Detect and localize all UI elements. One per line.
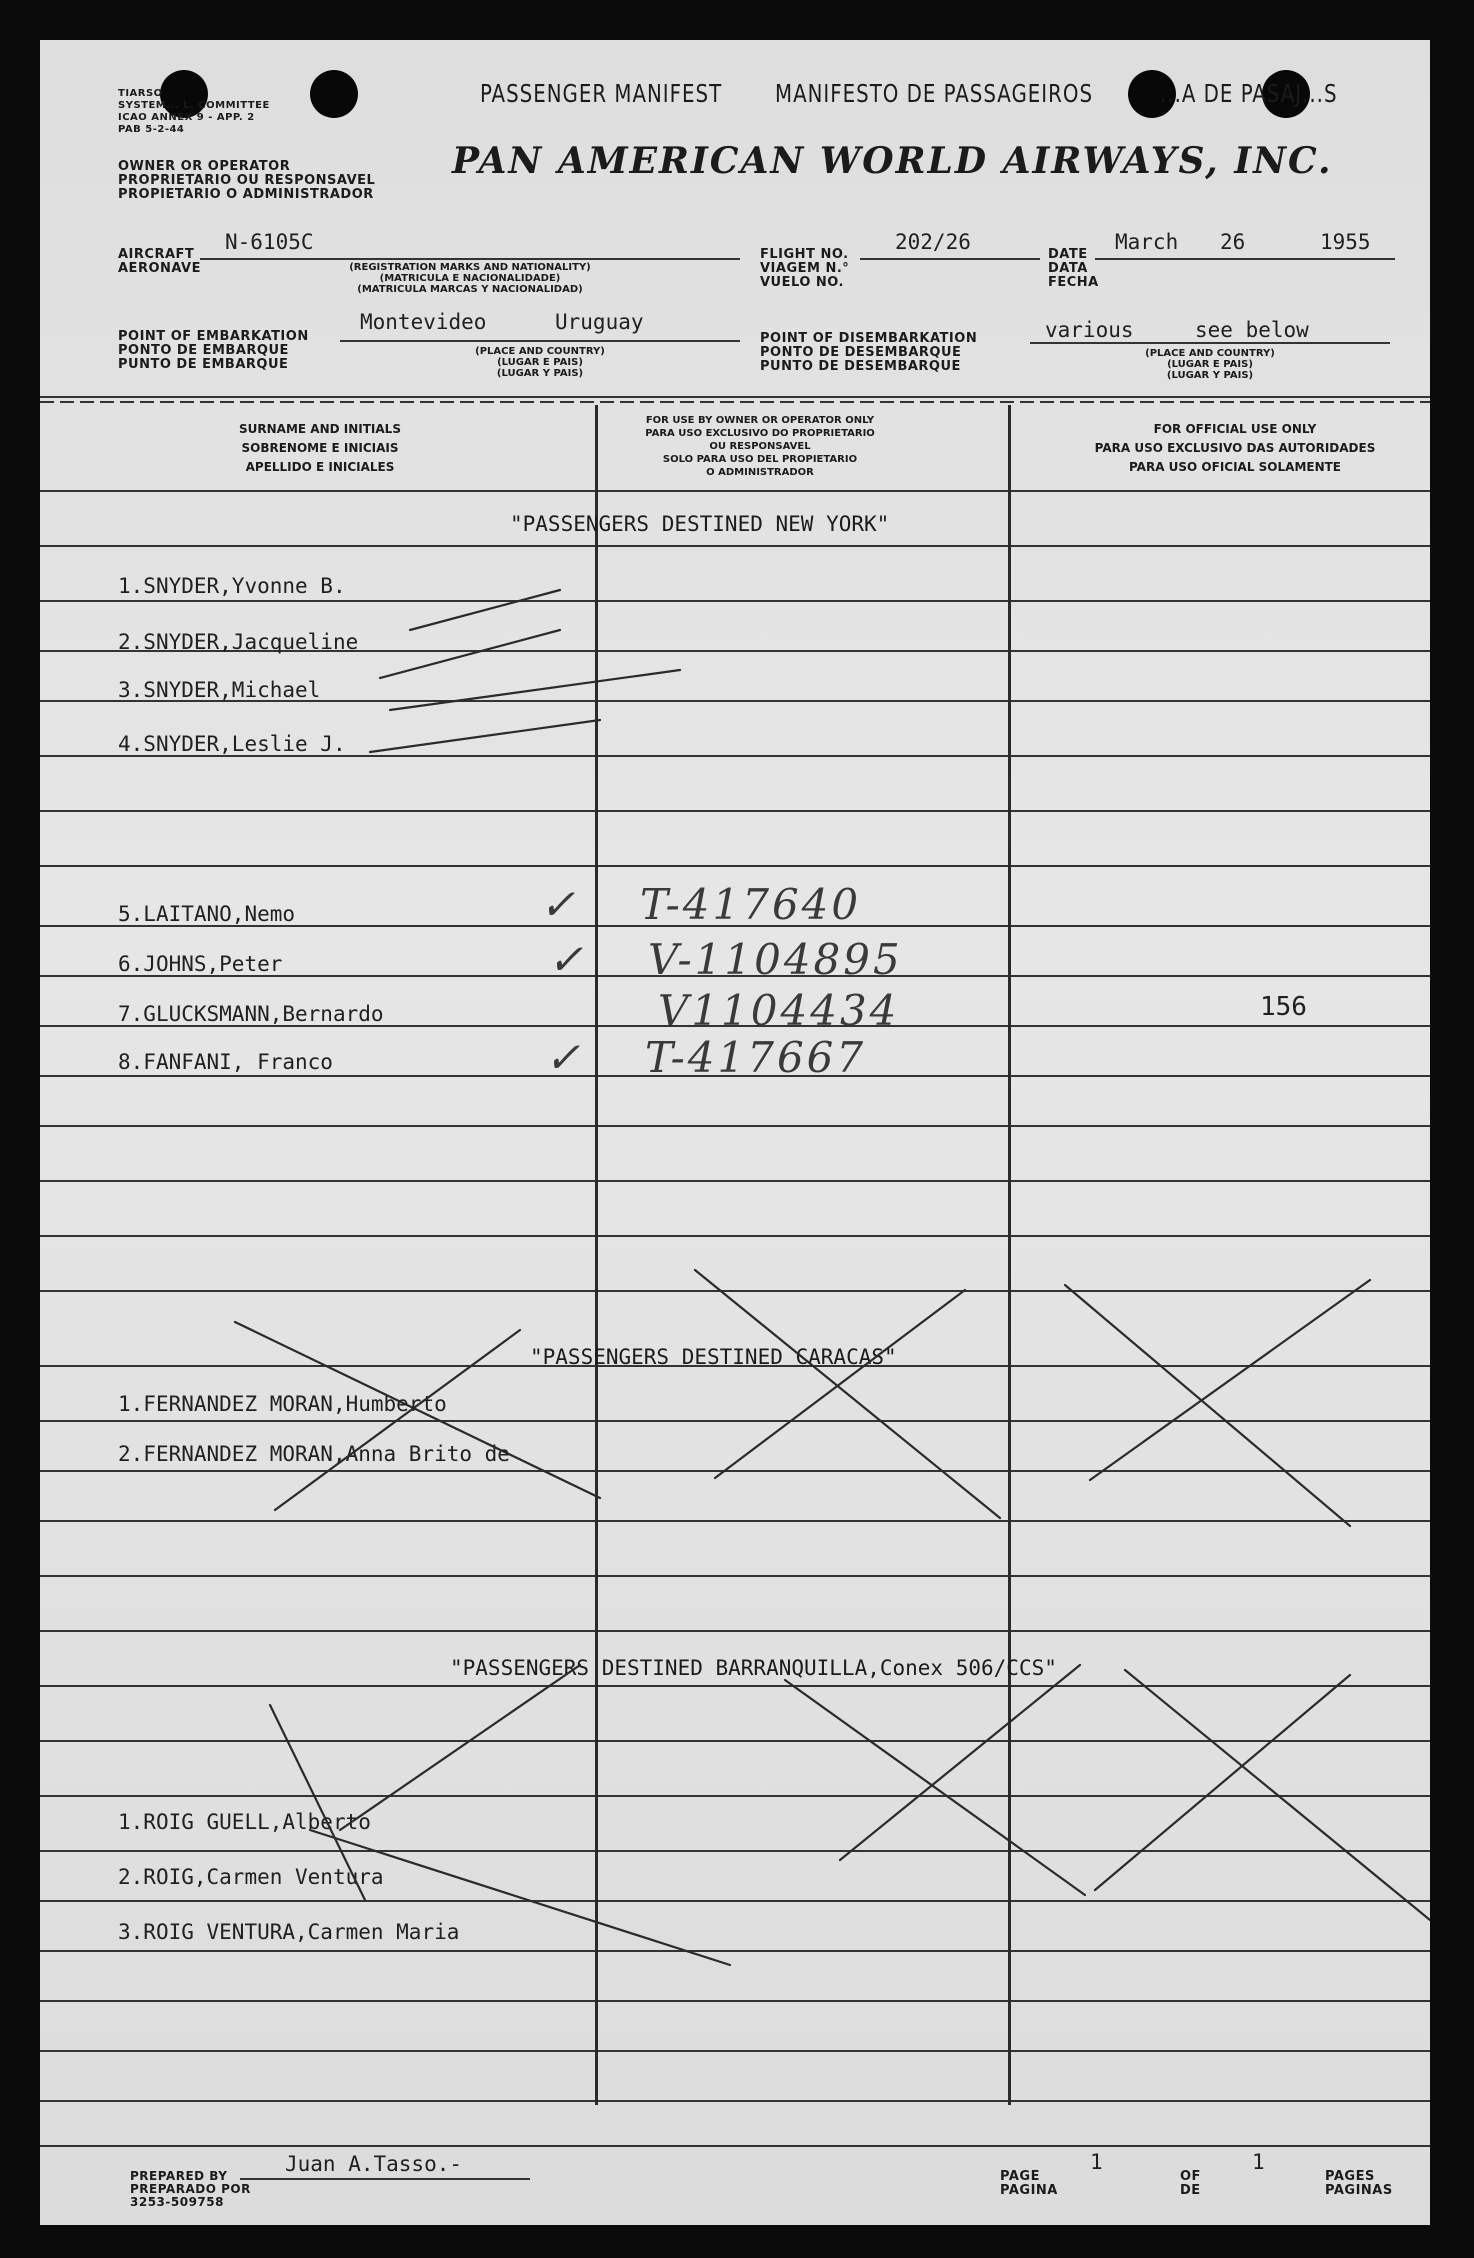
disembark-caption: (PLACE AND COUNTRY) (LUGAR E PAIS) (LUGAR Y PAIS) bbox=[1145, 348, 1275, 381]
document-number: T-417667 bbox=[645, 1033, 867, 1082]
passenger-row: 1.ROIG GUELL,Alberto bbox=[118, 1810, 371, 1834]
embark-country: Uruguay bbox=[555, 310, 644, 334]
aircraft-value: N-6105C bbox=[225, 230, 314, 254]
passenger-row: 1.FERNANDEZ MORAN,Humberto bbox=[118, 1392, 447, 1416]
passenger-row: 1.SNYDER,Yvonne B. bbox=[118, 574, 346, 598]
date-month: March bbox=[1115, 230, 1179, 254]
disembark-label: POINT OF DISEMBARKATION PONTO DE DESEMBARQUE PUNTO DE DESEMBARQUE bbox=[760, 331, 978, 374]
passenger-row: 6.JOHNS,Peter bbox=[118, 952, 283, 976]
aircraft-caption: (REGISTRATION MARKS AND NATIONALITY) (MATRICULA E NACIONALIDADE) (MATRICULA MARCAS Y NACIONALIDAD) bbox=[349, 262, 591, 295]
check-mark: ✓ bbox=[545, 1033, 584, 1082]
pages-label: PAGES PAGINAS bbox=[1325, 2169, 1393, 2198]
passenger-row: 2.SNYDER,Jacqueline bbox=[118, 630, 359, 654]
title-spanish: ...A DE PASAJ...S bbox=[1160, 80, 1338, 109]
group-heading-new-york: "PASSENGERS DESTINED NEW YORK" bbox=[510, 512, 890, 536]
official-note: 156 bbox=[1260, 992, 1307, 1022]
company-name: PAN AMERICAN WORLD AIRWAYS, INC. bbox=[452, 140, 1333, 182]
check-mark: ✓ bbox=[548, 935, 587, 984]
pen-strokes bbox=[40, 40, 1430, 2225]
passenger-row: 2.FERNANDEZ MORAN,Anna Brito de bbox=[118, 1442, 510, 1466]
title-english: PASSENGER MANIFEST bbox=[480, 80, 723, 109]
aircraft-label: AIRCRAFT AERONAVE bbox=[118, 247, 202, 276]
of-value: 1 bbox=[1252, 2150, 1265, 2174]
embark-caption: (PLACE AND COUNTRY) (LUGAR E PAIS) (LUGAR Y PAIS) bbox=[475, 346, 605, 379]
passenger-row: 8.FANFANI, Franco bbox=[118, 1050, 333, 1074]
embark-city: Montevideo bbox=[360, 310, 487, 334]
slash-mark bbox=[410, 590, 560, 630]
column-header-owner-use: FOR USE BY OWNER OR OPERATOR ONLY PARA USO EXCLUSIVO DO PROPRIETARIO OU RESPONSAVEL SOLO PARA USO DEL PROPIETARIO O ADMINISTRADOR bbox=[645, 415, 875, 478]
prepared-by-value: Juan A.Tasso.- bbox=[285, 2152, 463, 2176]
document-number: T-417640 bbox=[640, 880, 862, 929]
date-year: 1955 bbox=[1320, 230, 1371, 254]
check-mark: ✓ bbox=[540, 880, 579, 929]
flight-label: FLIGHT NO. VIAGEM N.° VUELO NO. bbox=[760, 247, 850, 290]
footer-rule bbox=[40, 2145, 1430, 2147]
of-label: OF DE bbox=[1180, 2169, 1201, 2198]
form-reference: TIARSO SYSTEM... L. COMMITTEE ICAO ANNEX 9 - APP. 2 PAB 5-2-44 bbox=[118, 88, 270, 135]
group-heading-barranquilla: "PASSENGERS DESTINED BARRANQUILLA,Conex 506/CCS" bbox=[450, 1656, 1057, 1680]
date-label: DATE DATA FECHA bbox=[1048, 247, 1099, 290]
column-header-official-use: FOR OFFICIAL USE ONLY PARA USO EXCLUSIVO DAS AUTORIDADES PARA USO OFICIAL SOLAMENTE bbox=[1094, 422, 1376, 474]
document-number: V1104434 bbox=[658, 986, 900, 1035]
page-value: 1 bbox=[1090, 2150, 1103, 2174]
passenger-row: 4.SNYDER,Leslie J. bbox=[118, 732, 346, 756]
embark-label: POINT OF EMBARKATION PONTO DE EMBARQUE PUNTO DE EMBARQUE bbox=[118, 329, 309, 372]
column-header-surname: SURNAME AND INITIALS SOBRENOME E INICIAIS APELLIDO E INICIALES bbox=[239, 422, 401, 474]
passenger-row: 5.LAITANO,Nemo bbox=[118, 902, 296, 926]
owner-label: OWNER OR OPERATOR PROPRIETARIO OU RESPONSAVEL PROPIETARIO O ADMINISTRADOR bbox=[118, 159, 376, 202]
passenger-row: 3.ROIG VENTURA,Carmen Maria bbox=[118, 1920, 460, 1944]
prepared-by-label: PREPARED BY PREPARADO POR 3253-509758 bbox=[130, 2169, 251, 2209]
passenger-row: 2.ROIG,Carmen Ventura bbox=[118, 1865, 384, 1889]
document-number: V-1104895 bbox=[648, 935, 903, 984]
flight-value: 202/26 bbox=[895, 230, 971, 254]
prepared-underline bbox=[240, 2178, 530, 2180]
group-heading-caracas: "PASSENGERS DESTINED CARACAS" bbox=[530, 1345, 897, 1369]
disembark-see-below: see below bbox=[1195, 318, 1309, 342]
title-portuguese: MANIFESTO DE PASSAGEIROS bbox=[775, 80, 1094, 109]
date-day: 26 bbox=[1220, 230, 1246, 254]
passenger-row: 7.GLUCKSMANN,Bernardo bbox=[118, 1002, 384, 1026]
disembark-value: various bbox=[1045, 318, 1134, 342]
page-label: PAGE PAGINA bbox=[1000, 2169, 1058, 2198]
manifest-document bbox=[40, 40, 1430, 2225]
passenger-row: 3.SNYDER,Michael bbox=[118, 678, 321, 702]
